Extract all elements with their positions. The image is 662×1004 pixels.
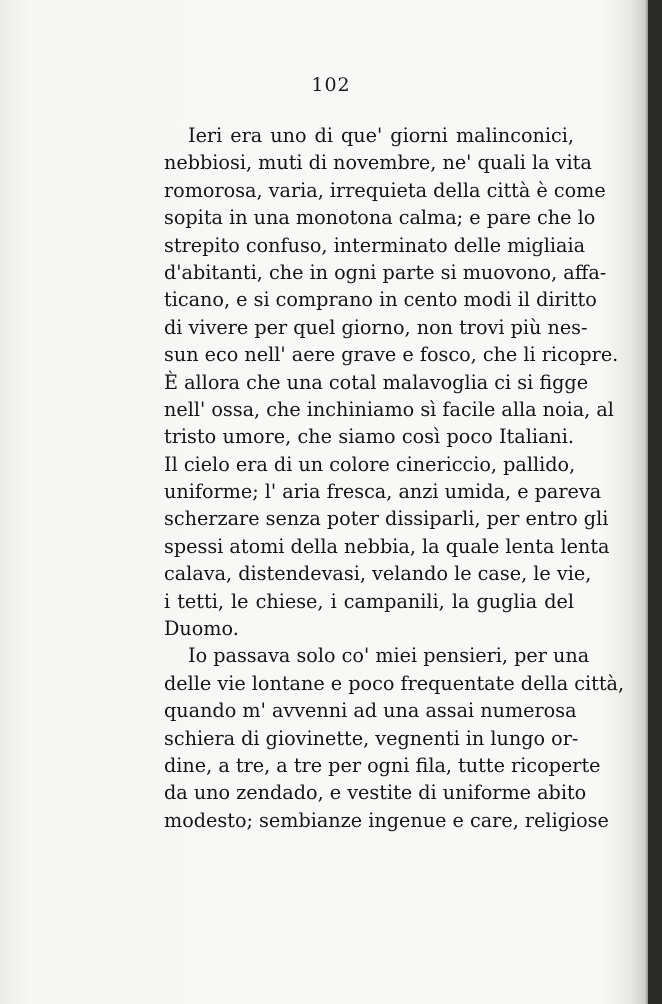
text-line: i tetti, le chiese, i campanili, la guglia del [164, 589, 574, 613]
text-line: strepito confuso, interminato delle migliaia [164, 233, 586, 257]
text-line: Io passava solo co' miei pensieri, per una [188, 644, 590, 668]
body-text [164, 122, 625, 834]
text-line: calava, distendevasi, velando le case, le vie, [164, 562, 592, 586]
text-line: tristo umore, che siamo così poco Italiani. [164, 425, 574, 449]
binding-edge-shadow [648, 0, 662, 1004]
text-line: di vivere per quel giorno, non trovi più nes- [164, 315, 588, 339]
text-line: Il cielo era di un colore cinericcio, pallido, [164, 452, 576, 476]
text-line: modesto; sembianze ingenue e care, religiose [164, 808, 609, 832]
text-line: uniforme; l' aria fresca, anzi umida, e pareva [164, 480, 602, 504]
text-line: Ieri era uno di que' giorni malinconici, [188, 124, 574, 147]
text-line: quando m' avvenni ad una assai numerosa [164, 699, 577, 723]
paragraph-1 [164, 122, 619, 642]
text-line: sun eco nell' aere grave e fosco, che li ricopre. [164, 343, 619, 367]
text-line: schiera di giovinette, vegnenti in lungo or- [164, 726, 579, 750]
text-line: nebbiosi, muti di novembre, ne' quali la vita [164, 151, 592, 175]
text-line: spessi atomi della nebbia, la quale lenta lenta [164, 534, 610, 558]
text-line: Duomo. [164, 617, 239, 641]
text-line: È allora che una cotal malavoglia ci si figge [164, 370, 589, 394]
text-line: dine, a tre, a tre per ogni fila, tutte ricoperte [164, 753, 601, 777]
page-number: 102 [311, 74, 351, 96]
paragraph-2 [164, 642, 625, 834]
text-line: d'abitanti, che in ogni parte si muovono, affa- [164, 260, 607, 284]
text-line: nell' ossa, che inchiniamo sì facile alla noia, al [164, 397, 614, 421]
text-line: da uno zendado, e vestite di uniforme abito [164, 781, 587, 805]
text-line: ticano, e si comprano in cento modi il diritto [164, 288, 597, 312]
text-line: scherzare senza poter dissiparli, per entro gli [164, 507, 609, 531]
text-line: romorosa, varia, irrequieta della città è come [164, 178, 606, 202]
text-line: delle vie lontane e poco frequentate della città, [164, 671, 625, 695]
text-line: sopita in una monotona calma; e pare che lo [164, 206, 596, 230]
